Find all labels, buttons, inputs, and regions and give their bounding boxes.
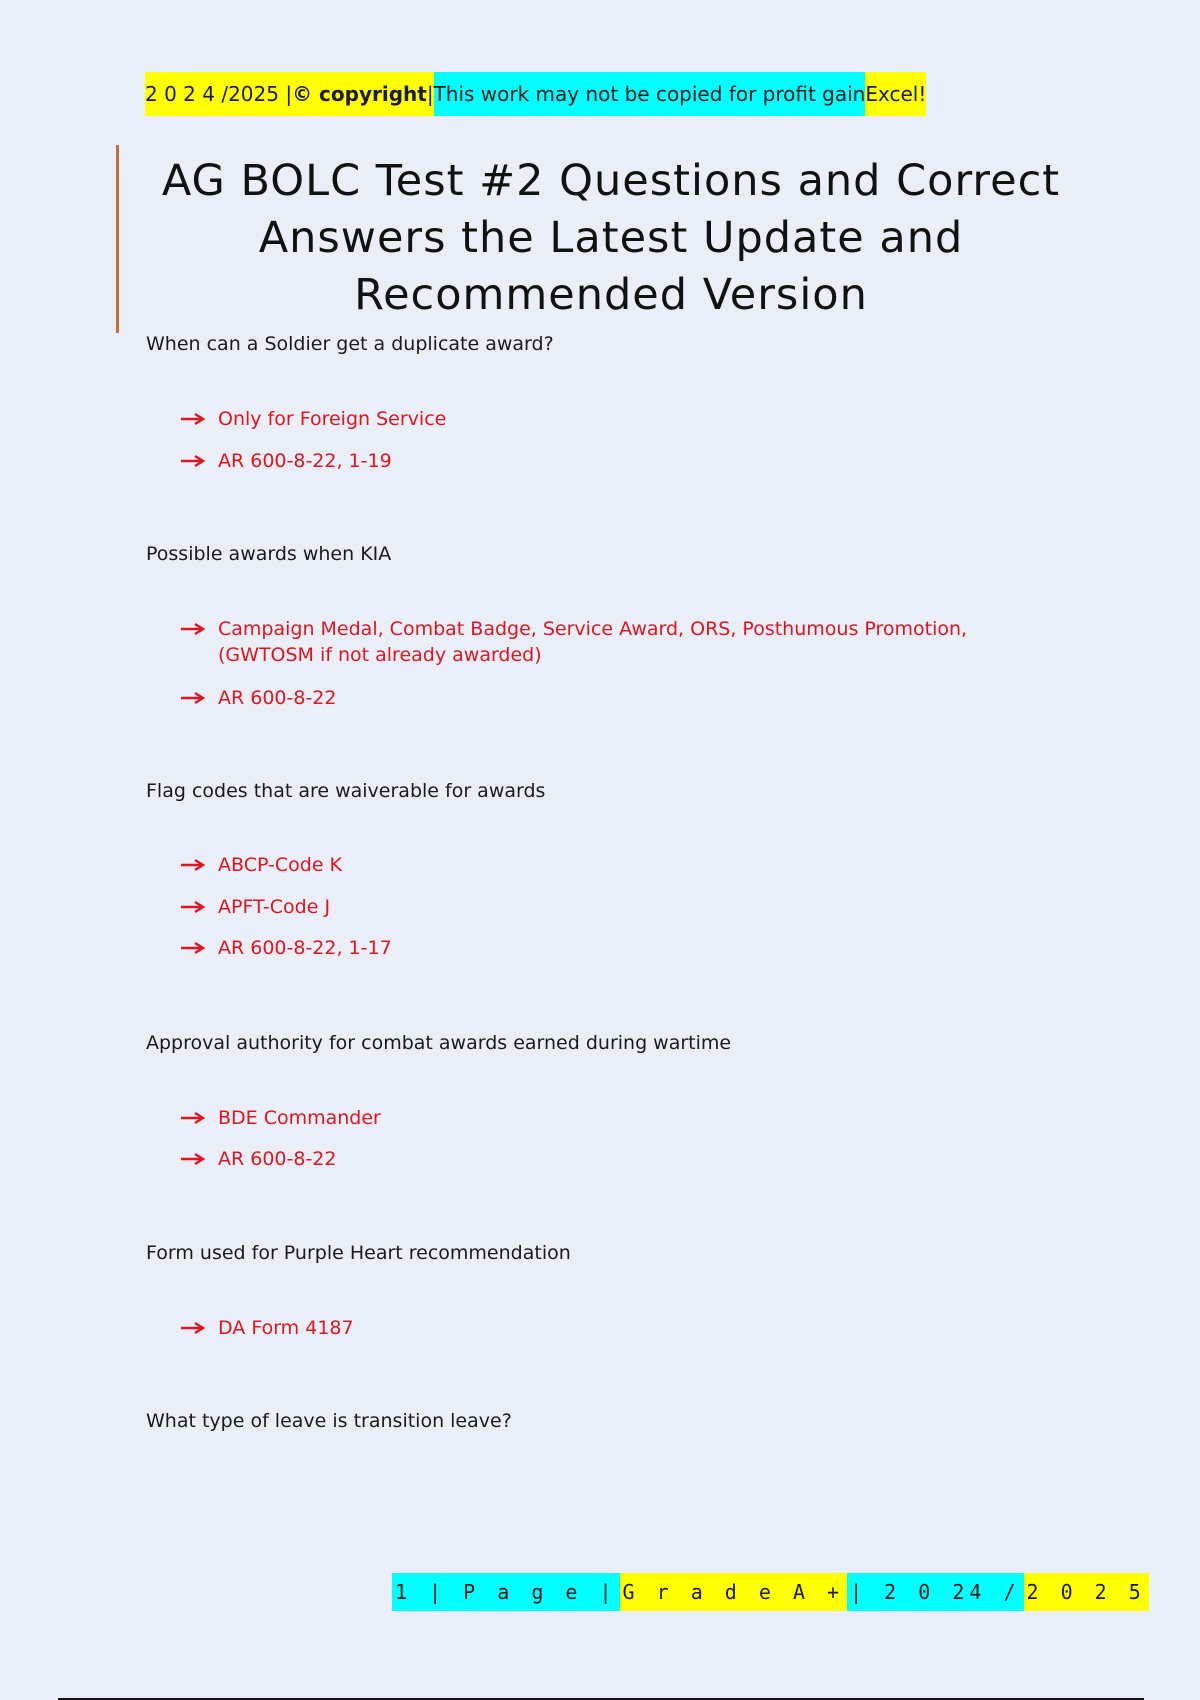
answer-text: Campaign Medal, Combat Badge, Service Award, ORS, Posthumous Promotion, (GWTOSM if not already awarded) (218, 618, 968, 666)
footer-page-number: 1 | P a g e | (392, 1573, 620, 1611)
answer-item (180, 1146, 1020, 1172)
copyright-banner (145, 72, 926, 116)
answer-item (180, 852, 1020, 878)
banner-notice: This work may not be copied for profit gain (434, 72, 866, 116)
answer-text: AR 600-8-22, 1-19 (218, 450, 392, 472)
question-text: When can a Soldier get a duplicate award? (146, 333, 554, 355)
page-title: AG BOLC Test #2 Questions and Correct Answers the Latest Update and Recommended Version (161, 156, 1061, 320)
answer-item (180, 894, 1020, 920)
answer-text: BDE Commander (218, 1107, 381, 1129)
answer-text: Only for Foreign Service (218, 408, 447, 430)
page-footer-banner (392, 1573, 1149, 1611)
question-text: Form used for Purple Heart recommendation (146, 1242, 571, 1264)
answer-item (180, 1315, 1020, 1341)
question-text: Possible awards when KIA (146, 543, 392, 565)
footer-grade: G r a d e A + (620, 1573, 848, 1611)
answer-text: AR 600-8-22, 1-17 (218, 937, 392, 959)
answer-item (180, 406, 1020, 432)
answer-text: AR 600-8-22 (218, 1148, 337, 1170)
question-text: Flag codes that are waiverable for awards (146, 780, 546, 802)
answer-item (180, 1105, 1020, 1131)
banner-separator: | (427, 72, 434, 116)
right-arrow-icon (180, 685, 218, 711)
right-arrow-icon (180, 1315, 218, 1341)
right-arrow-icon (180, 935, 218, 961)
answer-text: APFT-Code J (218, 896, 331, 918)
right-arrow-icon (180, 852, 218, 878)
banner-copyright: © copyright (292, 72, 427, 116)
footer-year-end: 2 0 2 5 (1024, 1573, 1149, 1611)
answer-text: ABCP-Code K (218, 854, 343, 876)
right-arrow-icon (180, 406, 218, 432)
answer-item (180, 616, 1020, 668)
title-left-rule (116, 145, 119, 333)
right-arrow-icon (180, 616, 218, 642)
question-text: Approval authority for combat awards earned during wartime (146, 1032, 732, 1054)
answer-item (180, 935, 1020, 961)
answer-text: DA Form 4187 (218, 1317, 354, 1339)
answer-text: AR 600-8-22 (218, 687, 337, 709)
banner-excel: Excel! (865, 72, 926, 116)
answer-item (180, 448, 1020, 474)
question-text: What type of leave is transition leave? (146, 1410, 512, 1432)
answer-item (180, 685, 1020, 711)
right-arrow-icon (180, 894, 218, 920)
title-block (116, 145, 1086, 333)
right-arrow-icon (180, 1105, 218, 1131)
right-arrow-icon (180, 448, 218, 474)
banner-year: 2 0 2 4 /2025 | (145, 72, 292, 116)
footer-year-start: | 2 0 24 / (847, 1573, 1023, 1611)
right-arrow-icon (180, 1146, 218, 1172)
